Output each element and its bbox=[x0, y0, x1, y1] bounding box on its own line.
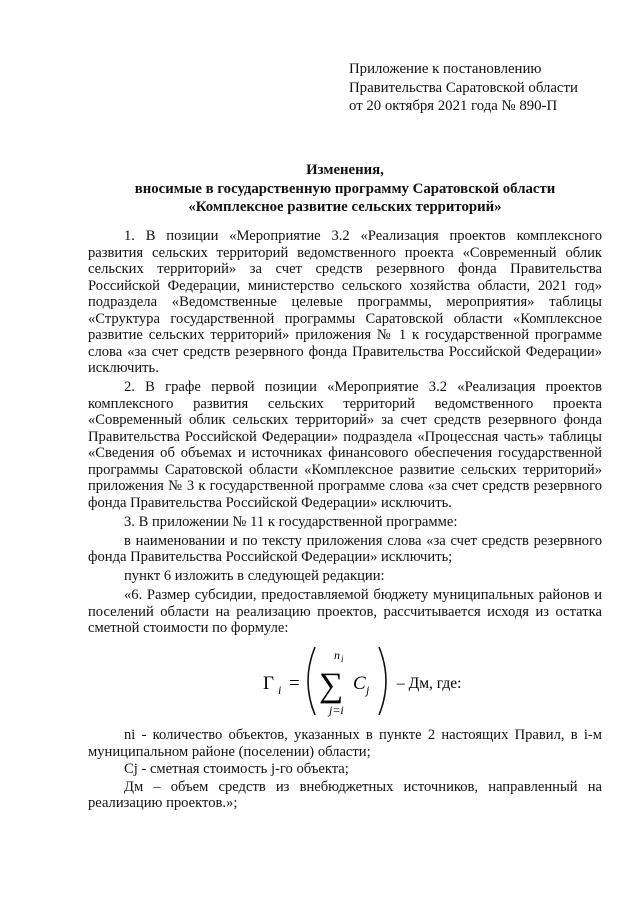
appendix-header bbox=[349, 60, 609, 116]
definition-cj: Cj - сметная стоимость j-го объекта; bbox=[124, 761, 349, 777]
sum-upper: n bbox=[334, 648, 340, 662]
formula-definitions bbox=[88, 727, 602, 812]
sum-lower: j=i bbox=[329, 703, 344, 717]
subsidy-formula bbox=[88, 639, 602, 721]
header-line-1: Приложение к постановлению bbox=[349, 61, 542, 77]
formula-tail: – Дм, где: bbox=[397, 675, 462, 692]
paragraph-5: пункт 6 изложить в следующей редакции: bbox=[124, 568, 385, 584]
header-line-3: от 20 октября 2021 года № 890-П bbox=[349, 98, 558, 114]
formula-lhs-sub: i bbox=[278, 683, 282, 697]
title-line-1: Изменения, bbox=[306, 162, 384, 178]
sum-upper-sub: i bbox=[341, 654, 344, 664]
paragraph-4: в наименовании и по тексту приложения слова «за счет средств резервного фонда Правительства Российской Федерации» исключить; bbox=[88, 532, 602, 565]
title-line-3: «Комплексное развитие сельских территорий» bbox=[188, 199, 502, 215]
document-title bbox=[88, 161, 602, 217]
document-body bbox=[88, 228, 602, 813]
formula-term: C bbox=[353, 673, 366, 694]
sum-sign: ∑ bbox=[319, 667, 344, 704]
right-paren bbox=[379, 647, 386, 715]
formula-equals: = bbox=[289, 673, 300, 694]
title-line-2: вносимые в государственную программу Саратовской области bbox=[134, 180, 556, 197]
definition-dm: Дм – объем средств из внебюджетных источников, направленный на реализацию проектов.»; bbox=[88, 778, 602, 811]
formula-graphic bbox=[259, 639, 519, 721]
paragraph-6: «6. Размер субсидии, предоставляемой бюджету муниципальных районов и поселений области на реализацию проектов, рассчитывается исходя из остатка сметной стоимости по формуле: bbox=[88, 587, 602, 636]
paragraph-2: 2. В графе первой позиции «Мероприятие 3.2 «Реализация проектов комплексного развития сельских территорий ведомственного проекта «Современный облик сельских территорий» за счет средств резервного фонда Правительства Российской Федерации» подраздела «Процессная часть» таблицы «Сведения об объемах и источниках финансового обеспечения государственной программы Саратовской области «Комплексное развитие сельских территорий» приложения № 3 к государственной программе слова «за счет средств резервного фонда Правительства Российской Федерации» исключить. bbox=[88, 379, 602, 511]
left-paren bbox=[308, 647, 315, 715]
formula-term-sub: j bbox=[366, 683, 370, 697]
paragraph-3: 3. В приложении № 11 к государственной программе: bbox=[124, 513, 458, 530]
header-line-2: Правительства Саратовской области bbox=[349, 79, 578, 96]
definition-ni: ni - количество объектов, указанных в пункте 2 настоящих Правил, в i-м муниципальном районе (поселении) области; bbox=[88, 727, 602, 760]
formula-lhs: Г bbox=[263, 673, 274, 694]
paragraph-1: 1. В позиции «Мероприятие 3.2 «Реализация проектов комплексного развития сельских территорий ведомственного проекта «Современный облик сельских территорий» за счет средств резервного фонда Правительства Российской Федерации, министерство сельского хозяйства области, 2021 год» подраздела «Ведомственные целевые программы, мероприятия» таблицы «Структура государственной программы Саратовской области «Комплексное развитие сельских территорий» приложения № 1 к государственной программе слова «за счет средств резервного фонда Правительства Российской Федерации» исключить. bbox=[88, 228, 602, 376]
